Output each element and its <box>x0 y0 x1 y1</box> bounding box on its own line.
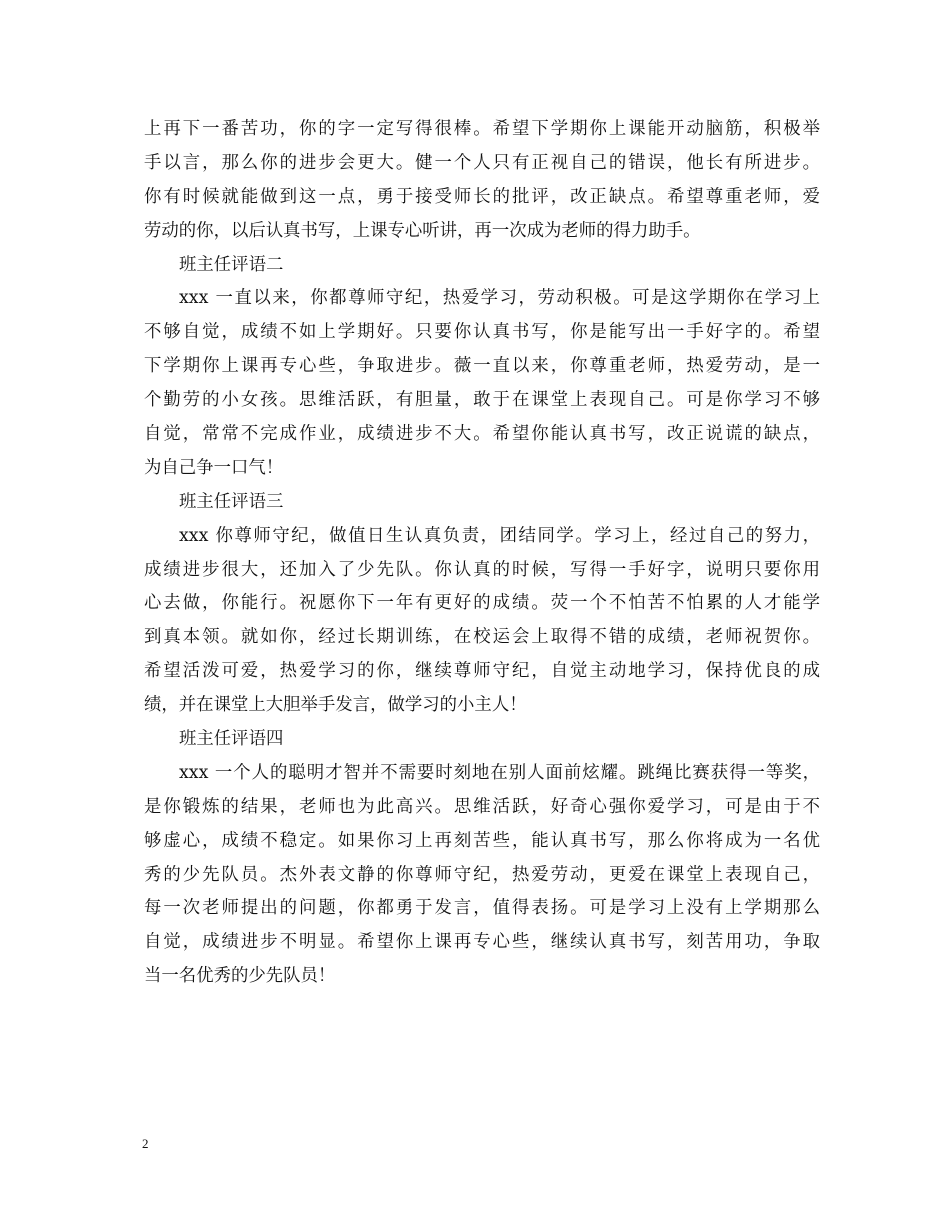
text-line: 秀的少先队员。杰外表文静的你尊师守纪，热爱劳动，更爱在课堂上表现自己， <box>144 864 820 885</box>
text-line: 自觉，成绩进步不明显。希望你上课再专心些，继续认真书写，刻苦用功，争取 <box>144 932 820 953</box>
text-line: 心去做，你能行。祝愿你下一年有更好的成绩。荧一个不怕苦不怕累的人才能学 <box>144 593 820 614</box>
text-line: 够虚心，成绩不稳定。如果你习上再刻苦些，能认真书写，那么你将成为一名优 <box>144 830 820 851</box>
text-line: 上再下一番苦功，你的字一定写得很棒。希望下学期你上课能开动脑筋，积极举 <box>144 119 820 139</box>
section-heading: 班主任评语三 <box>179 491 284 512</box>
page-number: 2 <box>142 1136 149 1151</box>
text-line: 是你锻炼的结果，老师也为此高兴。思维活跃，好奇心强你爱学习，可是由于不 <box>144 796 820 817</box>
text-line: xxx 一直以来，你都尊师守纪，热爱学习，劳动积极。可是这学期你在学习上 <box>179 288 820 309</box>
text-line: 个勤劳的小女孩。思维活跃，有胆量，敢于在课堂上表现自己。可是你学习不够 <box>144 390 820 411</box>
text-line: 成绩进步很大，还加入了少先队。你认真的时候，写得一手好字，说明只要你用 <box>144 559 820 580</box>
text-line: 到真本领。就如你，经过长期训练，在校运会上取得不错的成绩，老师祝贺你。 <box>144 627 820 648</box>
text-line: 下学期你上课再专心些，争取进步。薇一直以来，你尊重老师，热爱劳动，是一 <box>144 356 820 377</box>
text-line: 自觉，常常不完成作业，成绩进步不大。希望你能认真书写，改正说谎的缺点， <box>144 424 820 445</box>
text-line: xxx 你尊师守纪，做值日生认真负责，团结同学。学习上，经过自己的努力， <box>179 525 820 546</box>
text-line: 绩，并在课堂上大胆举手发言，做学习的小主人！ <box>144 695 527 716</box>
text-line: 你有时候就能做到这一点，勇于接受师长的批评，改正缺点。希望尊重老师，爱 <box>144 186 820 207</box>
section-heading: 班主任评语四 <box>179 729 284 750</box>
text-line: 当一名优秀的少先队员！ <box>144 966 336 987</box>
section-heading: 班主任评语二 <box>179 254 284 275</box>
text-line: 每一次老师提出的问题，你都勇于发言，值得表扬。可是学习上没有上学期那么 <box>144 898 820 919</box>
text-line: 希望活泼可爱，热爱学习的你，继续尊师守纪，自觉主动地学习，保持优良的成 <box>144 661 820 682</box>
text-line: 手以言，那么你的进步会更大。健一个人只有正视自己的错误，他长有所进步。 <box>144 152 820 173</box>
text-line: 不够自觉，成绩不如上学期好。只要你认真书写，你是能写出一手好字的。希望 <box>144 322 820 343</box>
text-line: 为自己争一口气！ <box>144 457 284 478</box>
document-body <box>144 113 820 994</box>
text-line: xxx 一个人的聪明才智并不需要时刻地在别人面前炫耀。跳绳比赛获得一等奖， <box>179 762 820 783</box>
text-line: 劳动的你，以后认真书写，上课专心听讲，再一次成为老师的得力助手。 <box>144 220 701 241</box>
